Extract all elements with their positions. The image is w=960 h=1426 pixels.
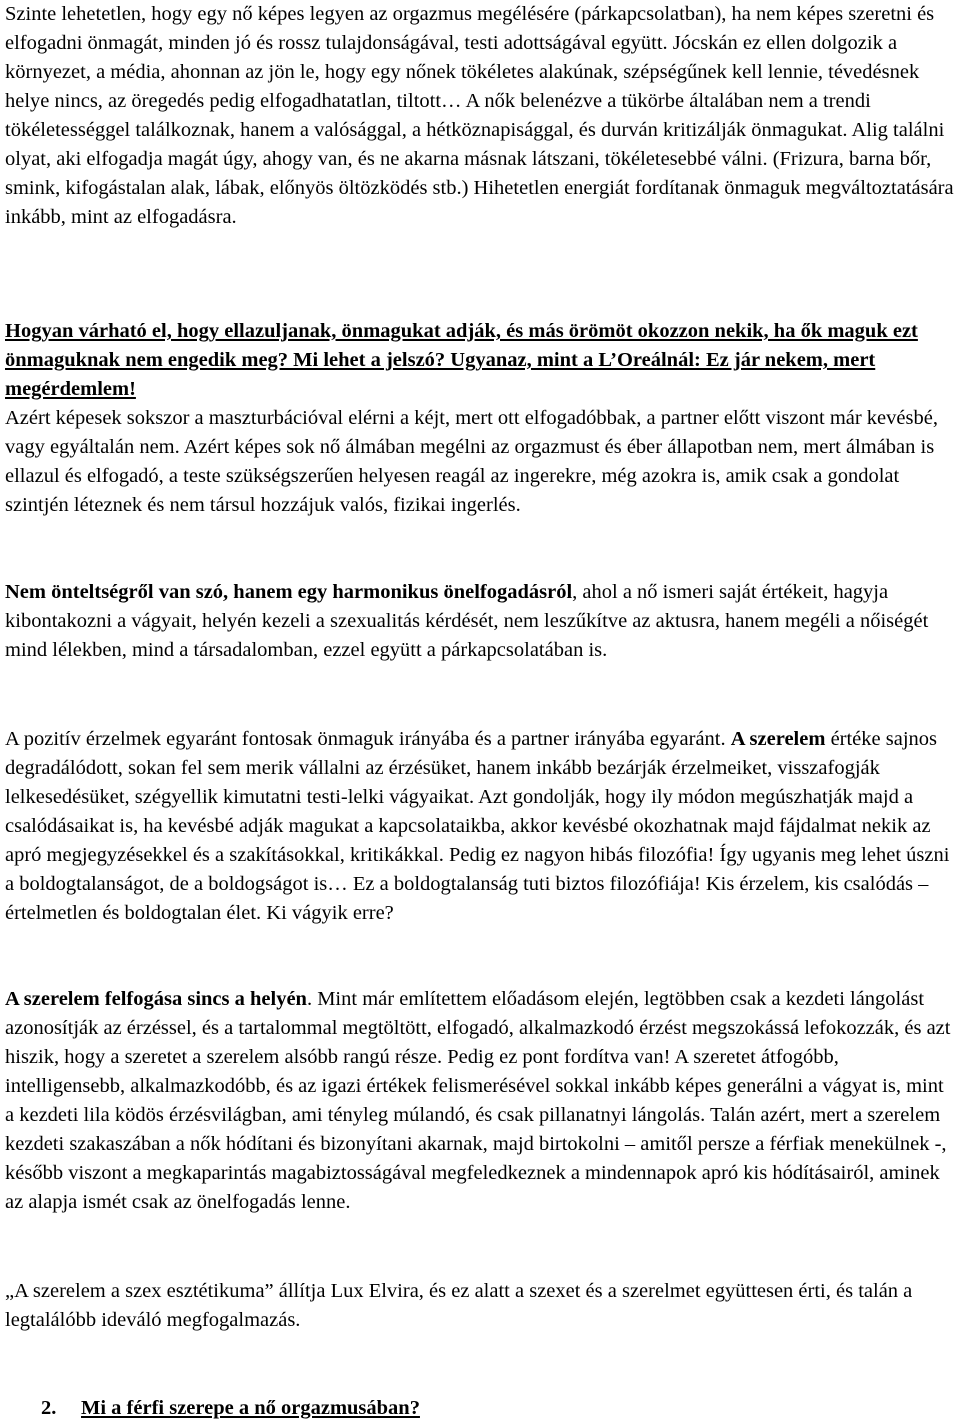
paragraph-5-body: . Mint már említettem előadásom elején, legtöbben csak a kezdeti lángolást azonosítják az érzéssel, és a tartalommal megtöltött, elfogadó, alkalmazkodó érzést megszokássá lefokozzák, és azt hiszik, hogy a szeretet a szerelem alsóbb rangú része. Pedig ez pont fordítva van! A szeretet átfogóbb, intelligensebb, alkalmazkodóbb, és az igazi értékek felismerésével sokkal inkább képes generálni a vágyat is, mint a kezdeti lila ködös érzésvilágban, ami tényleg múlandó, és csak pillanatnyi lángolás. Talán azért, mert a szerelem kezdeti szakaszában a nők hódítani és bizonyítani akarnak, majd birtokolni – amitől persze a férfiak menekülnek -, később viszont a megkaparintás magabiztosságával megfeledkeznek a mindennapok apró kis hódításairól, aminek az alapja ismét csak az önelfogadás lenne. [5,988,951,1213]
paragraph-5 [5,985,955,1217]
paragraph-4-body: értéke sajnos degradálódott, sokan fel sem merik vállalni az érzésüket, hanem inkább bezárják érzelmeiket, visszafogják lelkesedésüket, szégyellik kimutatni testi-lelki vágyaikat. Azt gondolják, hogy ily módon megúszhatják majd a csalódásaikat is, ha kevésbé adják magukat a kapcsolataikba, akkor kevésbé okozhatnak majd fájdalmat nekik az apró megjegyzésekkel és a szakításokkal, kritikákkal. Pedig ez nagyon hibás filozófia! Így ugyanis meg lehet úszni a boldogtalanságot, de a boldogságot is… Ez a boldogtalanság tuti biztos filozófiája! Kis érzelem, kis csalódás – értelmetlen és boldogtalan élet. Ki vágyik erre? [5,728,950,924]
paragraph-3 [5,578,955,665]
paragraph-4-start: A pozitív érzelmek egyaránt fontosak önmaguk irányába és a partner irányába egyaránt. [5,728,731,750]
paragraph-6-quote: „A szerelem a szex esztétikuma” állítja Lux Elvira, és ez alatt a szexet és a szerelmet együttesen érti, és talán a legtalálóbb ideváló megfogalmazás. [5,1280,913,1331]
section-number: 2. [41,1397,57,1419]
section-title: Mi a férfi szerepe a nő orgazmusában? [81,1397,420,1419]
paragraph-3-lead: Nem önteltségről van szó, hanem egy harmonikus önelfogadásról [5,581,573,603]
paragraph-2-body: Azért képesek sokszor a maszturbációval elérni a kéjt, mert ott elfogadóbbak, a partner előtt viszont már kevésbé, vagy egyáltalán nem. Azért képes sok nő álmában megélni az orgazmust és éber állapotban nem, mert álmában is ellazul és elfogadó, a teste szükségszerűen helyesen reagál az ingerekre, még azokra is, amik csak a gondolat szintjén léteznek és nem társul hozzájuk valós, fizikai ingerlés. [5,407,938,516]
paragraph-1: Szinte lehetetlen, hogy egy nő képes legyen az orgazmus megélésére (párkapcsolatban), ha nem képes szeretni és elfogadni önmagát, minden jó és rossz tulajdonságával, testi adottságával együtt. Jócskán ez ellen dolgozik a környezet, a média, ahonnan az jön le, hogy egy nőnek tökéletes alakúnak, szépségűnek kell lennie, tévedésnek helye nincs, az öregedés pedig elfogadhatatlan, tiltott… A nők belenézve a tükörbe általában nem a trendi tökéletességgel találkoznak, hanem a valósággal, a hétköznapisággal, és durván kritizálják önmagukat. Alig találni olyat, aki elfogadja magát úgy, ahogy van, és ne akarna másnak látszani, tökéletesebbé válni. (Frizura, barna bőr, smink, kifogástalan alak, lábak, előnyös öltözködés stb.) Hihetetlen energiát fordítanak önmaguk megváltoztatására inkább, mint az elfogadásra. [5,3,954,228]
paragraph-3-body: , ahol a nő ismeri saját értékeit, hagyja kibontakozni a vágyait, helyén kezeli a szexualitás kérdését, nem leszűkítve az aktusra, hanem megéli a nőiségét mind lélekben, mind a társadalomban, ezzel együtt a párkapcsolatában is. [5,581,929,661]
paragraph-2 [5,317,955,520]
paragraph-4 [5,725,955,928]
paragraph-4-lead: A szerelem [730,728,826,750]
paragraph-5-lead: A szerelem felfogása sincs a helyén [5,988,307,1010]
section-heading [41,1394,420,1423]
emphasized-question: Hogyan várható el, hogy ellazuljanak, önmagukat adják, és más örömöt okozzon nekik, ha ők maguk ezt önmaguknak nem engedik meg? Mi lehet a jelszó? Ugyanaz, mint a L’Oreálnál: Ez jár nekem, mert megérdemlem! [5,320,918,400]
